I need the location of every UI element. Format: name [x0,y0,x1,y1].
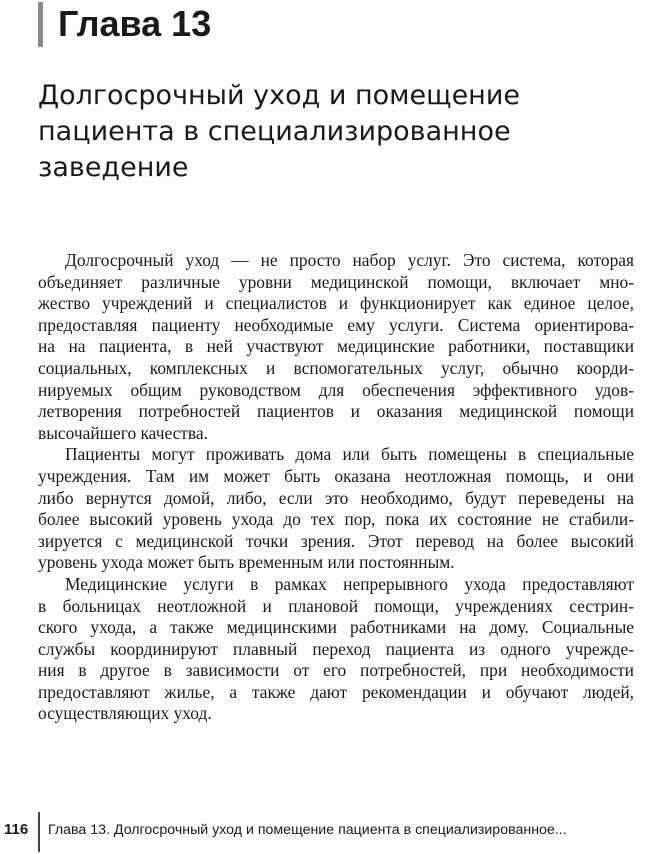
chapter-accent-bar [38,2,43,47]
chapter-label: Глава 13 [58,3,212,44]
text-line: ского ухода, а также медицинскими работниками на дому. Социальные [38,617,634,638]
text-line: Долгосрочный уход — не просто набор услуг. Это система, которая [65,250,634,270]
body-text [38,250,634,725]
text-line: зируется с медицинской точки зрения. Этот перевод на более высокий [38,530,634,551]
text-line: службы координируют плавный переход пациента из одного учрежде- [38,638,634,659]
text-line: в больницах неотложной и плановой помощи, учреждениях сестрин- [38,595,634,616]
text-line: на на пациента, в ней участвуют медицинские работники, поставщики [38,336,634,357]
footer-divider [38,812,40,852]
text-line: более высокий уровень ухода до тех пор, пока их состояние не стабили- [38,509,634,530]
text-line: социальных, комплексных и вспомогательных услуг, обычно коорди- [38,357,634,378]
text-line: учреждения. Там им может быть оказана неотложная помощь, и они [38,465,634,486]
text-line: осуществляющих уход. [38,703,212,724]
text-line: Медицинские услуги в рамках непрерывного ухода предоставляют [65,573,634,594]
chapter-title-line: пациента в специализированное [38,116,511,147]
text-line: либо вернутся домой, либо, если это необходимо, будут переведены на [38,487,634,508]
text-line: ния в другое в зависимости от его потребностей, при необходимости [38,660,634,681]
text-line: летворения потребностей пациентов и оказания медицинской помощи [38,401,634,422]
chapter-title-line: Долгосрочный уход и помещение [38,80,520,111]
chapter-title [38,78,628,186]
text-line: высочайшего качества. [38,422,208,443]
text-line: предоставляют жилье, а также дают рекомендации и обучают людей, [38,681,634,702]
text-line: объединяет различные уровни медицинской помощи, включает мно- [38,271,634,292]
page-number: 116 [4,821,29,838]
text-line: жество учреждений и специалистов и функционирует как единое целое, [38,293,634,314]
text-line: нируемых общим руководством для обеспечения эффективного удов- [38,379,634,400]
text-line: предоставляя пациенту необходимые ему услуги. Система ориентирова- [38,314,634,335]
paragraph-2 [38,444,634,574]
text-line: уровень ухода может быть временным или постоянным. [38,552,455,573]
paragraph-3 [38,574,634,725]
running-head: Глава 13. Долгосрочный уход и помещение пациента в специализированное... [48,822,567,838]
text-line: Пациенты могут проживать дома или быть помещены в специальные [65,444,634,465]
chapter-title-line: заведение [38,152,189,183]
paragraph-1 [38,250,634,444]
